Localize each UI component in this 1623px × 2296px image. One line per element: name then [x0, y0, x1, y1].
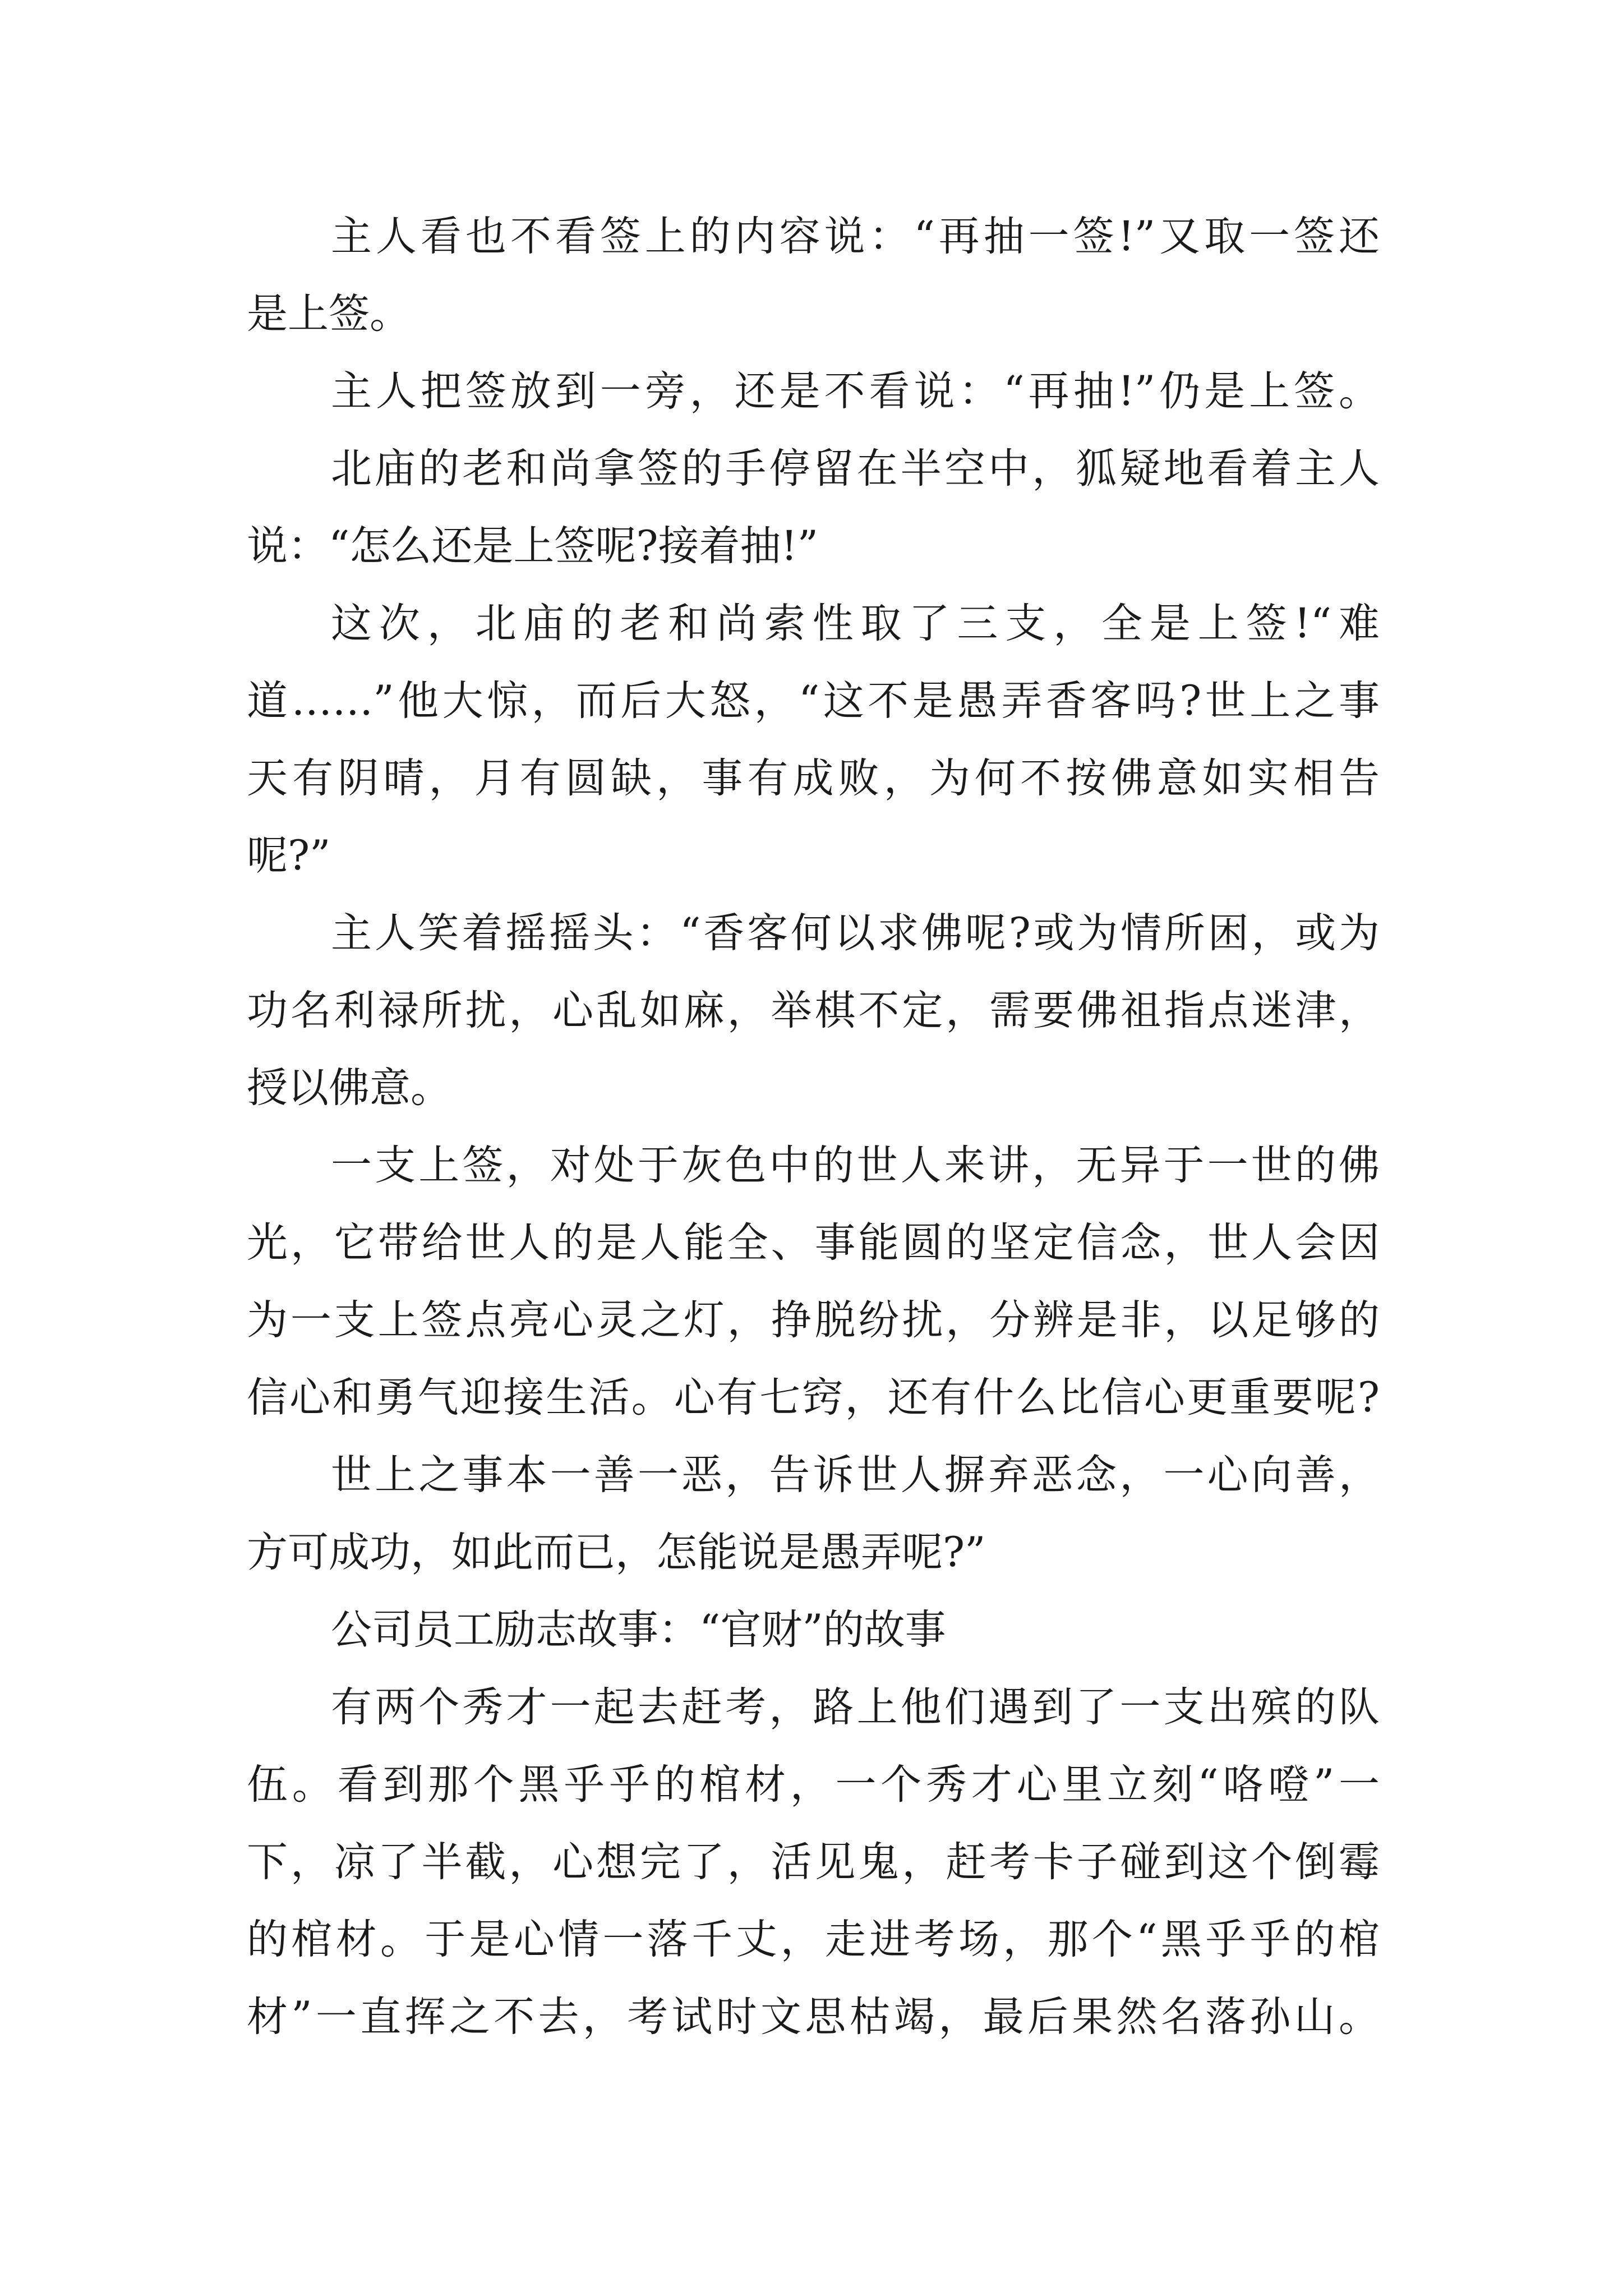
body-text-line: 这次，北庙的老和尚索性取了三支，全是上签!“难 [331, 600, 1380, 647]
body-text-line: 北庙的老和尚拿签的手停留在半空中，狐疑地看着主人 [331, 445, 1380, 493]
body-text-line: 主人把签放到一旁，还是不看说：“再抽!”仍是上签。 [331, 367, 1380, 415]
body-text-line: 呢?” [247, 832, 331, 880]
body-text-line: 世上之事本一善一恶，告诉世人摒弃恶念，一心向善， [331, 1451, 1380, 1499]
body-text-line: 光，它带给世人的是人能全、事能圆的坚定信念，世人会因 [247, 1219, 1380, 1267]
story-heading: 公司员工励志故事：“官财”的故事 [331, 1606, 946, 1654]
body-text-line: 有两个秀才一起去赶考，路上他们遇到了一支出殡的队 [331, 1683, 1380, 1731]
body-text-line: 为一支上签点亮心灵之灯，挣脱纷扰，分辨是非，以足够的 [247, 1296, 1380, 1344]
body-text-line: 下，凉了半截，心想完了，活见鬼，赶考卡子碰到这个倒霉 [247, 1838, 1380, 1886]
body-text-line: 材”一直挥之不去，考试时文思枯竭，最后果然名落孙山。 [247, 1993, 1380, 2041]
body-text-line: 天有阴晴，月有圆缺，事有成败，为何不按佛意如实相告 [247, 754, 1380, 802]
body-text-line: 说：“怎么还是上签呢?接着抽!” [247, 522, 819, 570]
body-text-line: 的棺材。于是心情一落千丈，走进考场，那个“黑乎乎的棺 [247, 1916, 1380, 1963]
body-text-line: 方可成功，如此而已，怎能说是愚弄呢?” [247, 1529, 986, 1576]
body-text-line: 主人笑着摇摇头：“香客何以求佛呢?或为情所困，或为 [331, 909, 1380, 957]
body-text-line: 功名利禄所扰，心乱如麻，举棋不定，需要佛祖指点迷津， [247, 987, 1380, 1034]
body-text-line: 信心和勇气迎接生活。心有七窍，还有什么比信心更重要呢? [247, 1374, 1380, 1421]
body-text-line: 伍。看到那个黑乎乎的棺材，一个秀才心里立刻“咯噔”一 [247, 1761, 1380, 1809]
body-text-line: 主人看也不看签上的内容说：“再抽一签!”又取一签还 [331, 213, 1380, 260]
body-text-line: 是上签。 [247, 290, 411, 338]
body-text-line: 授以佛意。 [247, 1064, 451, 1112]
body-text-line: 一支上签，对处于灰色中的世人来讲，无异于一世的佛 [331, 1142, 1380, 1189]
body-text-line: 道……”他大惊，而后大怒，“这不是愚弄香客吗?世上之事 [247, 677, 1380, 725]
